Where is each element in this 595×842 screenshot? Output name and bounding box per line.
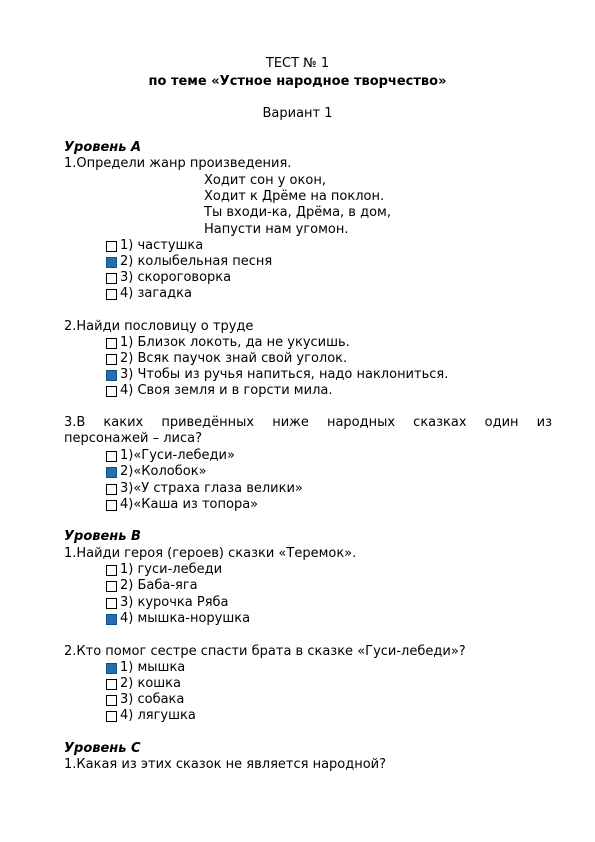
checkbox[interactable]: [106, 257, 117, 268]
variant-label: Вариант 1: [262, 106, 333, 121]
checkbox[interactable]: [106, 386, 117, 397]
question-a2: 2.Найди пословицу о труде: [64, 319, 254, 334]
answer-option[interactable]: [106, 286, 192, 302]
level-b-heading: Уровень В: [64, 529, 141, 544]
option-label: 4) загадка: [120, 286, 192, 301]
checkbox[interactable]: [106, 679, 117, 690]
poem-line: Ходит к Дрёме на поклон.: [204, 189, 385, 204]
question-a3-line2: персонажей – лиса?: [64, 431, 203, 446]
checkbox[interactable]: [106, 467, 117, 478]
poem-line: Ты входи-ка, Дрёма, в дом,: [204, 205, 391, 220]
option-label: 1) частушка: [120, 238, 204, 253]
answer-option[interactable]: [106, 676, 181, 692]
checkbox[interactable]: [106, 663, 117, 674]
question-c1: 1.Какая из этих сказок не является народной?: [64, 757, 387, 772]
option-label: 1) мышка: [120, 660, 186, 675]
answer-option[interactable]: [106, 351, 347, 367]
checkbox[interactable]: [106, 338, 117, 349]
option-label: 3) собака: [120, 692, 185, 707]
option-label: 3) Чтобы из ручья напиться, надо наклониться.: [120, 367, 449, 382]
answer-option[interactable]: [106, 238, 203, 254]
option-label: 4) Своя земля и в горсти мила.: [120, 383, 333, 398]
checkbox[interactable]: [106, 354, 117, 365]
question-a3-line1: 3.В каких приведённых ниже народных сказках один из: [64, 415, 552, 430]
answer-option[interactable]: [106, 660, 185, 676]
answer-option[interactable]: [106, 383, 332, 399]
answer-option[interactable]: [106, 254, 272, 270]
answer-option[interactable]: [106, 367, 448, 383]
answer-option[interactable]: [106, 578, 198, 594]
checkbox[interactable]: [106, 500, 117, 511]
option-label: 3)«У страха глаза велики»: [120, 481, 303, 496]
answer-option[interactable]: [106, 708, 196, 724]
option-label: 4) лягушка: [120, 708, 196, 723]
option-label: 1) гуси-лебеди: [120, 562, 223, 577]
level-c-heading: Уровень С: [64, 741, 141, 756]
checkbox[interactable]: [106, 598, 117, 609]
answer-option[interactable]: [106, 270, 231, 286]
test-title: ТЕСТ № 1: [265, 56, 330, 71]
option-label: 4)«Каша из топора»: [120, 497, 259, 512]
checkbox[interactable]: [106, 289, 117, 300]
checkbox[interactable]: [106, 581, 117, 592]
answer-option[interactable]: [106, 611, 250, 627]
checkbox[interactable]: [106, 614, 117, 625]
poem-line: Напусти нам угомон.: [204, 222, 349, 237]
question-b1: 1.Найди героя (героев) сказки «Теремок».: [64, 546, 357, 561]
option-label: 3) курочка Ряба: [120, 595, 229, 610]
option-label: 2) кошка: [120, 676, 181, 691]
answer-option[interactable]: [106, 595, 229, 611]
checkbox[interactable]: [106, 711, 117, 722]
checkbox[interactable]: [106, 451, 117, 462]
answer-option[interactable]: [106, 481, 303, 497]
option-label: 2) колыбельная песня: [120, 254, 273, 269]
answer-option[interactable]: [106, 692, 184, 708]
poem-line: Ходит сон у окон,: [204, 173, 326, 188]
option-label: 2) Баба-яга: [120, 578, 198, 593]
checkbox[interactable]: [106, 695, 117, 706]
option-label: 2) Всяк паучок знай свой уголок.: [120, 351, 348, 366]
level-a-heading: Уровень А: [64, 140, 142, 155]
answer-option[interactable]: [106, 497, 258, 513]
option-label: 1)«Гуси-лебеди»: [120, 448, 235, 463]
question-a1: 1.Определи жанр произведения.: [64, 156, 292, 171]
answer-option[interactable]: [106, 448, 235, 464]
checkbox[interactable]: [106, 565, 117, 576]
answer-option[interactable]: [106, 335, 350, 351]
checkbox[interactable]: [106, 241, 117, 252]
checkbox[interactable]: [106, 273, 117, 284]
checkbox[interactable]: [106, 484, 117, 495]
option-label: 2)«Колобок»: [120, 464, 207, 479]
test-topic: по теме «Устное народное творчество»: [148, 74, 447, 89]
answer-option[interactable]: [106, 562, 222, 578]
checkbox[interactable]: [106, 370, 117, 381]
answer-option[interactable]: [106, 464, 207, 480]
option-label: 3) скороговорка: [120, 270, 232, 285]
option-label: 1) Близок локоть, да не укусишь.: [120, 335, 350, 350]
question-b2: 2.Кто помог сестре спасти брата в сказке «Гуси-лебеди»?: [64, 644, 466, 659]
option-label: 4) мышка-норушка: [120, 611, 251, 626]
